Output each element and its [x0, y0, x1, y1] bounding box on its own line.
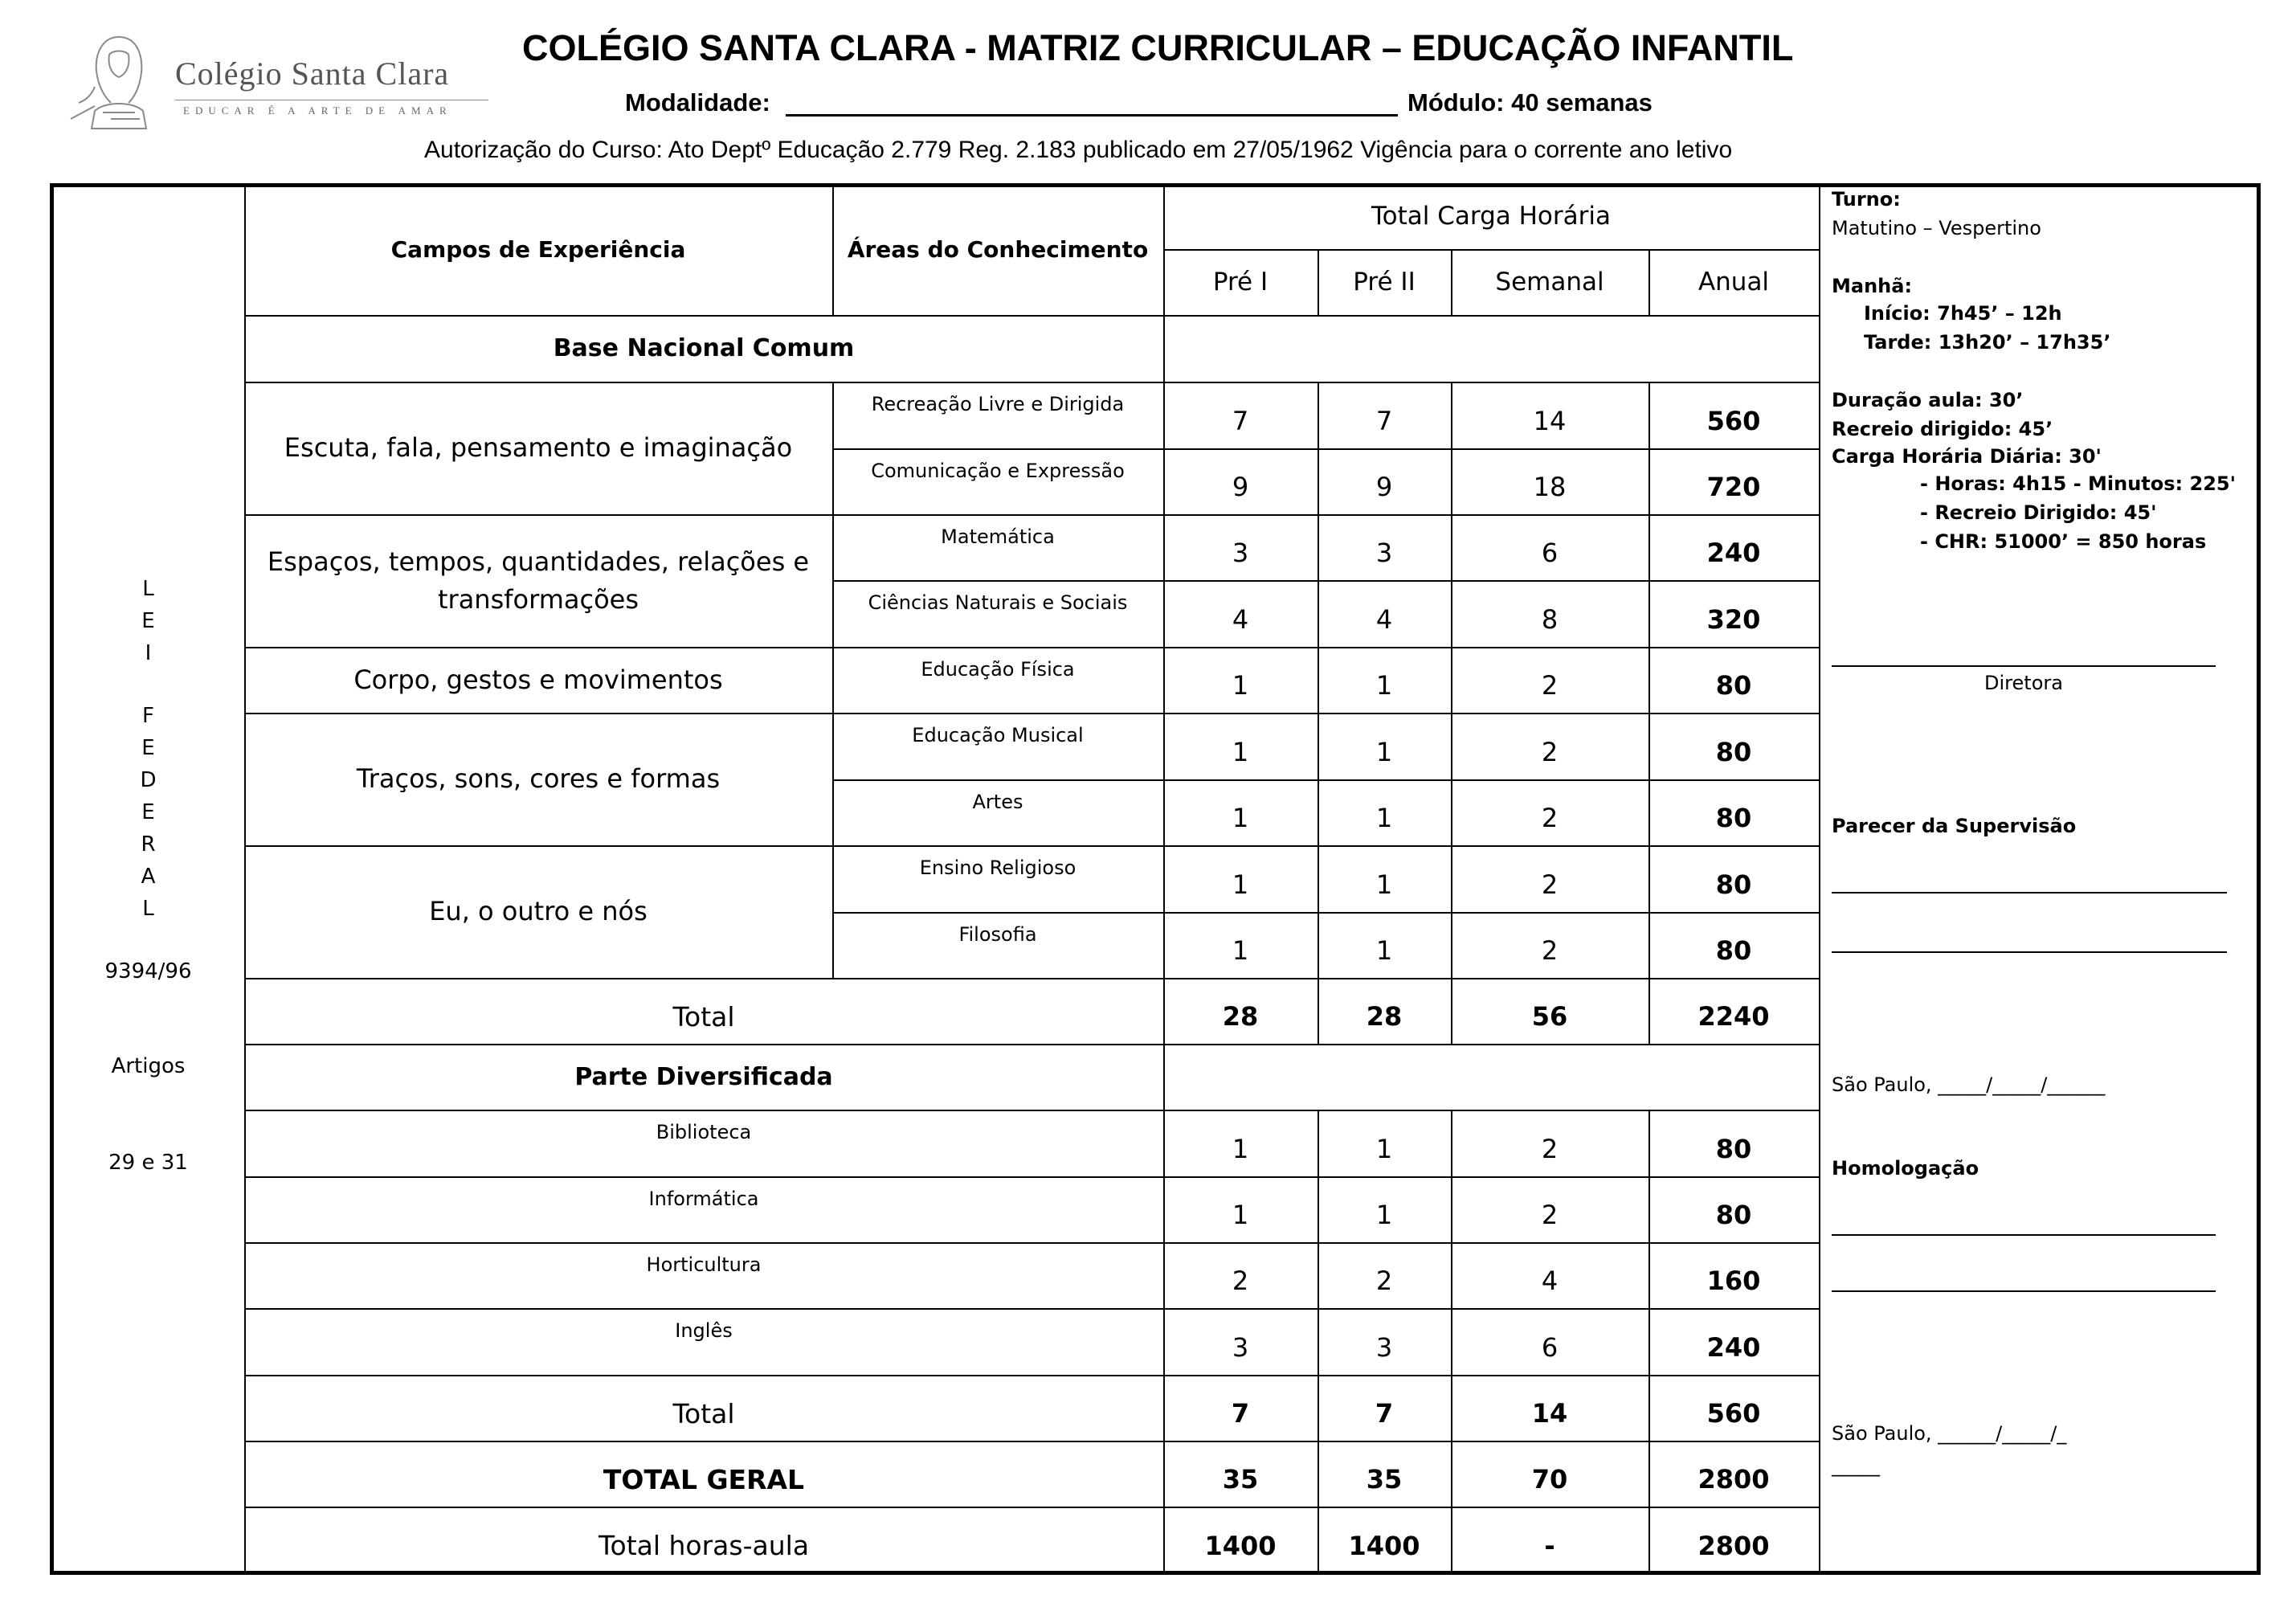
lei-letter: L — [142, 577, 154, 601]
modalidade-fill-line — [786, 114, 1398, 117]
manha-label: Manhã: — [1832, 275, 1913, 297]
div-row-semanal: 4 — [1541, 1266, 1559, 1296]
diretora-signature-line — [1832, 665, 2216, 667]
base-total-pre2: 28 — [1366, 1001, 1403, 1032]
total-geral-label: TOTAL GERAL — [603, 1463, 805, 1495]
tarde-text: Tarde: 13h20’ – 17h35’ — [1864, 331, 2111, 354]
base-row-pre2: 7 — [1375, 405, 1393, 436]
area-conhecimento: Artes — [972, 791, 1023, 813]
federal-letter: E — [141, 800, 155, 824]
header-campos: Campos de Experiência — [390, 235, 686, 263]
header-anual: Anual — [1697, 268, 1770, 296]
div-total-semanal: 14 — [1531, 1398, 1568, 1429]
base-row-pre1: 1 — [1232, 736, 1249, 767]
base-total-anual: 2240 — [1697, 1001, 1770, 1032]
base-row-pre1: 9 — [1232, 472, 1249, 502]
diversificada-item: Biblioteca — [656, 1121, 752, 1143]
school-logo — [63, 22, 496, 135]
carga-diaria-text: Carga Horária Diária: 30' — [1832, 445, 2102, 468]
base-row-pre2: 1 — [1375, 670, 1393, 701]
base-row-pre1: 1 — [1232, 803, 1249, 833]
sao-paulo-date-2-cont: _____ — [1832, 1454, 1880, 1477]
turno-value: Matutino – Vespertino — [1832, 217, 2041, 239]
div-row-semanal: 2 — [1541, 1133, 1559, 1164]
div-row-pre1: 2 — [1232, 1266, 1249, 1296]
area-conhecimento: Recreação Livre e Dirigida — [871, 393, 1125, 415]
diversificada-item: Horticultura — [646, 1253, 762, 1276]
campo-experiencia: Espaços, tempos, quantidades, relações e transformações — [267, 546, 810, 615]
total-geral-semanal: 70 — [1531, 1464, 1568, 1495]
div-row-anual: 80 — [1715, 1200, 1752, 1230]
base-row-semanal: 14 — [1533, 405, 1567, 436]
homologacao-label: Homologação — [1832, 1157, 1979, 1180]
base-row-semanal: 8 — [1541, 603, 1559, 635]
base-row-anual: 80 — [1715, 670, 1752, 701]
campo-experiencia: Eu, o outro e nós — [429, 896, 648, 927]
federal-letter: D — [140, 768, 157, 792]
base-row-semanal: 2 — [1541, 670, 1559, 701]
total-geral-pre2: 35 — [1366, 1464, 1403, 1495]
campo-experiencia: Escuta, fala, pensamento e imaginação — [284, 432, 793, 464]
lei-numero: 9394/96 — [104, 959, 192, 983]
turno-label: Turno: — [1832, 188, 1901, 211]
base-row-anual: 80 — [1715, 803, 1752, 833]
header-semanal: Semanal — [1495, 268, 1604, 296]
div-total-pre1: 7 — [1231, 1398, 1250, 1429]
base-row-pre2: 3 — [1375, 538, 1393, 568]
diversificada-item: Informática — [648, 1188, 759, 1210]
federal-letter: L — [142, 897, 154, 921]
base-row-pre2: 1 — [1375, 869, 1393, 900]
base-row-anual: 80 — [1715, 935, 1752, 966]
parecer-label: Parecer da Supervisão — [1832, 815, 2077, 837]
base-row-pre2: 9 — [1375, 472, 1393, 502]
base-row-semanal: 2 — [1541, 803, 1559, 833]
grid-vline — [1819, 183, 1820, 1573]
base-row-pre2: 1 — [1375, 803, 1393, 833]
div-row-pre1: 3 — [1232, 1331, 1249, 1363]
div-row-semanal: 2 — [1541, 1200, 1559, 1230]
total-horas-label: Total horas-aula — [598, 1530, 810, 1561]
div-total-pre2: 7 — [1375, 1398, 1394, 1429]
base-row-semanal: 2 — [1541, 736, 1559, 767]
saint-clara-emblem-icon — [63, 22, 175, 135]
lei-letter: E — [141, 609, 155, 633]
total-geral-anual: 2800 — [1697, 1464, 1770, 1495]
div-row-pre2: 1 — [1375, 1200, 1393, 1230]
div-row-pre2: 2 — [1375, 1266, 1393, 1296]
div-row-pre1: 1 — [1232, 1133, 1249, 1164]
base-total-label: Total — [672, 1000, 735, 1032]
base-row-pre1: 3 — [1232, 538, 1249, 568]
total-horas-pre1: 1400 — [1204, 1530, 1277, 1561]
div-row-anual: 80 — [1715, 1133, 1752, 1164]
div-total-anual: 560 — [1706, 1398, 1761, 1429]
base-row-pre2: 1 — [1375, 935, 1393, 966]
area-conhecimento: Filosofia — [958, 923, 1037, 946]
div-row-semanal: 6 — [1541, 1331, 1559, 1363]
federal-letter: F — [142, 704, 154, 728]
base-row-anual: 720 — [1706, 472, 1761, 502]
header-pre1: Pré I — [1212, 268, 1269, 296]
div-row-anual: 160 — [1706, 1266, 1761, 1296]
base-total-semanal: 56 — [1531, 1001, 1568, 1032]
homologacao-line-1 — [1832, 1234, 2216, 1236]
total-horas-anual: 2800 — [1697, 1530, 1770, 1561]
base-row-anual: 80 — [1715, 869, 1752, 900]
area-conhecimento: Ciências Naturais e Sociais — [868, 591, 1128, 614]
base-row-semanal: 2 — [1541, 935, 1559, 966]
horas-text: - Horas: 4h15 - Minutos: 225' — [1920, 472, 2236, 495]
area-conhecimento: Matemática — [941, 525, 1055, 548]
base-row-semanal: 18 — [1533, 472, 1567, 502]
area-conhecimento: Educação Musical — [912, 724, 1084, 746]
logo-motto: EDUCAR É A ARTE DE AMAR — [183, 104, 452, 117]
div-total-label: Total — [672, 1397, 735, 1429]
total-horas-semanal: - — [1544, 1530, 1555, 1561]
div-row-pre2: 3 — [1375, 1331, 1393, 1363]
federal-letter: A — [141, 865, 156, 889]
federal-letter: E — [141, 736, 155, 760]
duracao-text: Duração aula: 30’ — [1832, 389, 2024, 411]
recreio-dirigido-text: - Recreio Dirigido: 45' — [1920, 501, 2157, 524]
modulo-label: Módulo: 40 semanas — [1407, 88, 1653, 117]
div-row-pre1: 1 — [1232, 1200, 1249, 1230]
base-row-semanal: 2 — [1541, 869, 1559, 900]
parecer-line-2 — [1832, 951, 2227, 953]
section-base-nacional: Base Nacional Comum — [553, 334, 855, 362]
base-row-pre2: 1 — [1375, 736, 1393, 767]
base-row-pre1: 4 — [1232, 603, 1249, 635]
total-geral-pre1: 35 — [1222, 1464, 1259, 1495]
base-row-anual: 320 — [1706, 603, 1761, 635]
sao-paulo-date-1: São Paulo, _____/_____/______ — [1832, 1073, 2106, 1096]
campo-experiencia: Traços, sons, cores e formas — [356, 763, 721, 795]
area-conhecimento: Comunicação e Expressão — [871, 460, 1125, 482]
area-conhecimento: Educação Física — [921, 658, 1075, 681]
base-row-anual: 240 — [1706, 538, 1761, 568]
total-horas-pre2: 1400 — [1348, 1530, 1420, 1561]
header-pre2: Pré II — [1353, 268, 1416, 296]
lei-letter: I — [145, 641, 152, 665]
base-row-pre1: 1 — [1232, 869, 1249, 900]
diretora-label: Diretora — [1984, 672, 2063, 694]
base-row-pre1: 7 — [1232, 405, 1249, 436]
page-title: COLÉGIO SANTA CLARA - MATRIZ CURRICULAR – EDUCAÇÃO INFANTIL — [522, 27, 1794, 68]
base-row-semanal: 6 — [1541, 538, 1559, 568]
recreio-text: Recreio dirigido: 45’ — [1832, 418, 2053, 440]
logo-school-name: Colégio Santa Clara — [175, 55, 450, 92]
diversificada-item: Inglês — [675, 1319, 733, 1342]
homologacao-line-2 — [1832, 1290, 2216, 1292]
inicio-text: Início: 7h45’ – 12h — [1864, 302, 2062, 325]
course-authorization: Autorização do Curso: Ato Deptº Educação 2.779 Reg. 2.183 publicado em 27/05/1962 Vigência para o corrente ano letivo — [424, 137, 1733, 163]
federal-letter: R — [141, 832, 156, 857]
area-conhecimento: Ensino Religioso — [919, 857, 1077, 879]
artigos-numero: 29 e 31 — [108, 1151, 188, 1175]
base-row-pre2: 4 — [1375, 603, 1393, 635]
chr-text: - CHR: 51000’ = 850 horas — [1920, 530, 2207, 553]
artigos-label: Artigos — [111, 1054, 186, 1078]
div-row-pre2: 1 — [1375, 1133, 1393, 1164]
section-parte-diversificada: Parte Diversificada — [574, 1062, 833, 1091]
parecer-line-1 — [1832, 892, 2227, 893]
sao-paulo-date-2: São Paulo, ______/_____/_ — [1832, 1422, 2067, 1445]
base-row-pre1: 1 — [1232, 935, 1249, 966]
modalidade-label: Modalidade: — [625, 88, 770, 117]
header-areas: Áreas do Conhecimento — [847, 235, 1149, 263]
base-total-pre1: 28 — [1222, 1001, 1259, 1032]
base-row-anual: 560 — [1706, 405, 1761, 436]
base-row-pre1: 1 — [1232, 670, 1249, 701]
div-row-anual: 240 — [1706, 1331, 1761, 1363]
campo-experiencia: Corpo, gestos e movimentos — [353, 664, 723, 695]
header-total-carga: Total Carga Horária — [1371, 202, 1611, 231]
base-row-anual: 80 — [1715, 736, 1752, 767]
